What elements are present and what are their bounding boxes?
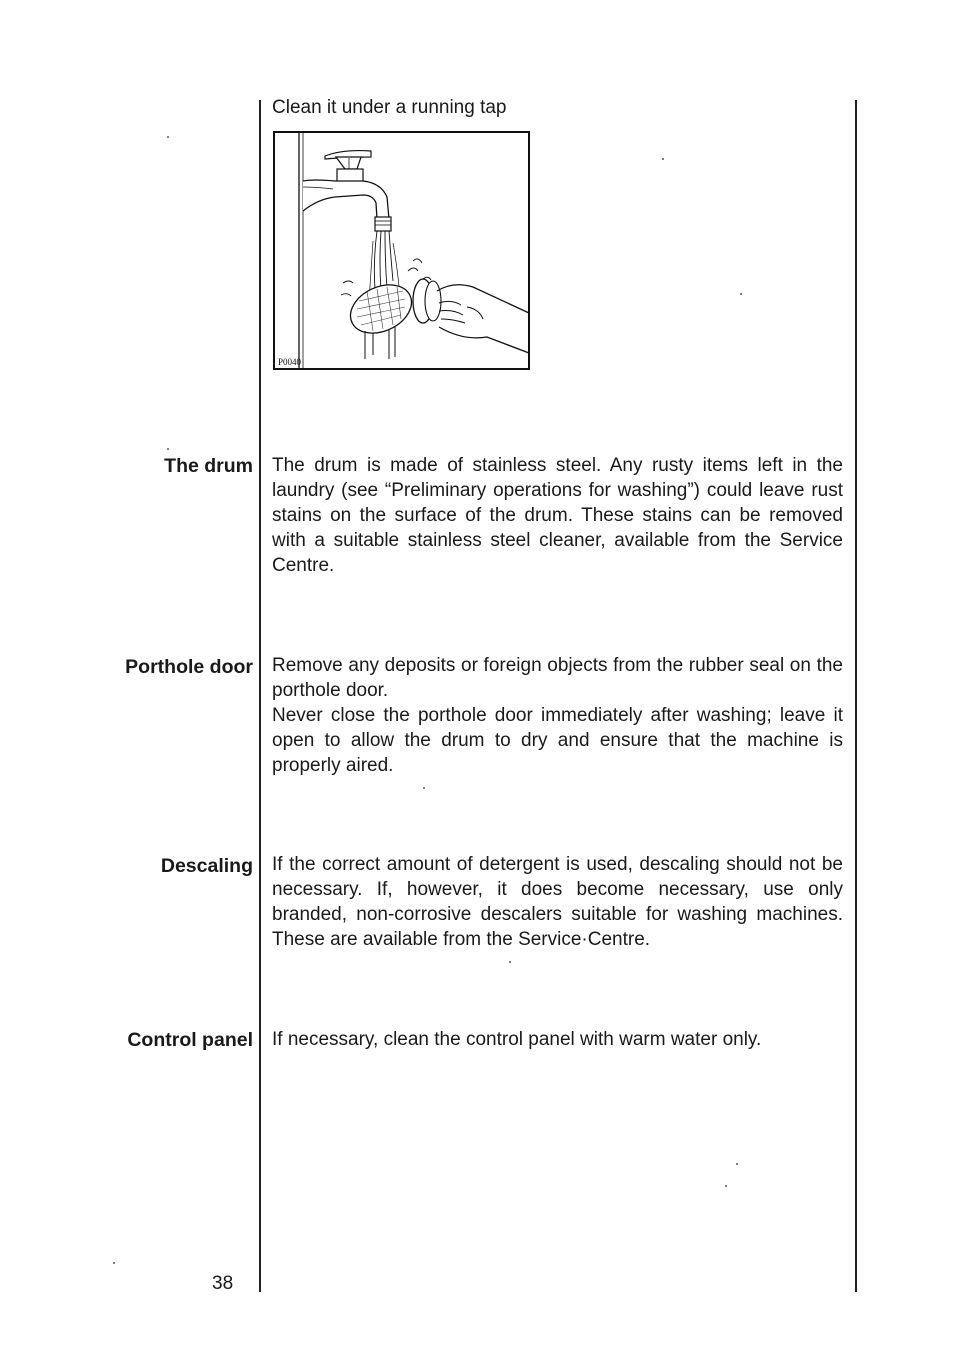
section-descaling-body <box>272 852 843 952</box>
paragraph: If the correct amount of detergent is used, descaling should not be necessary. If, however, it does become necessary, use only branded, non-corrosive descalers suitable for washing machines. These are available from the Service·Centre. <box>272 854 843 950</box>
scan-speck <box>423 787 425 789</box>
heading-porthole-door: Porthole door <box>125 656 253 678</box>
paragraph: Remove any deposits or foreign objects from the rubber seal on the porthole door. <box>272 655 843 701</box>
paragraph: The drum is made of stainless steel. Any rusty items left in the laundry (see “Preliminary operations for washing”) could leave rust stains on the surface of the drum. These stains can be removed with a suitable stainless steel cleaner, available from the Service Centre. <box>272 455 843 576</box>
scan-speck <box>740 293 742 295</box>
heading-descaling: Descaling <box>160 855 253 877</box>
tap-cleaning-filter-icon <box>273 131 530 370</box>
paragraph: Never close the porthole door immediately after washing; leave it open to allow the drum to dry and ensure that the machine is properly aired. <box>272 705 843 776</box>
heading-control-panel: Control panel <box>127 1029 253 1051</box>
section-porthole-door-body <box>272 653 843 778</box>
scan-speck <box>113 1262 115 1264</box>
section-the-drum-body <box>272 453 843 578</box>
section-control-panel-body <box>272 1027 843 1052</box>
scan-speck <box>167 448 169 450</box>
figure-code: P0040 <box>278 357 302 367</box>
left-column-rule <box>259 100 261 1292</box>
scan-speck <box>167 136 169 138</box>
heading-the-drum: The drum <box>164 455 253 477</box>
page-number: 38 <box>212 1273 234 1294</box>
right-margin-rule <box>855 100 857 1292</box>
scan-speck <box>509 961 511 963</box>
scan-speck <box>725 1185 727 1187</box>
figure-caption: Clean it under a running tap <box>272 97 507 118</box>
paragraph: If necessary, clean the control panel with warm water only. <box>272 1029 762 1050</box>
scan-speck <box>736 1163 738 1165</box>
tap-cleaning-illustration <box>273 131 530 370</box>
scan-speck <box>662 158 664 160</box>
